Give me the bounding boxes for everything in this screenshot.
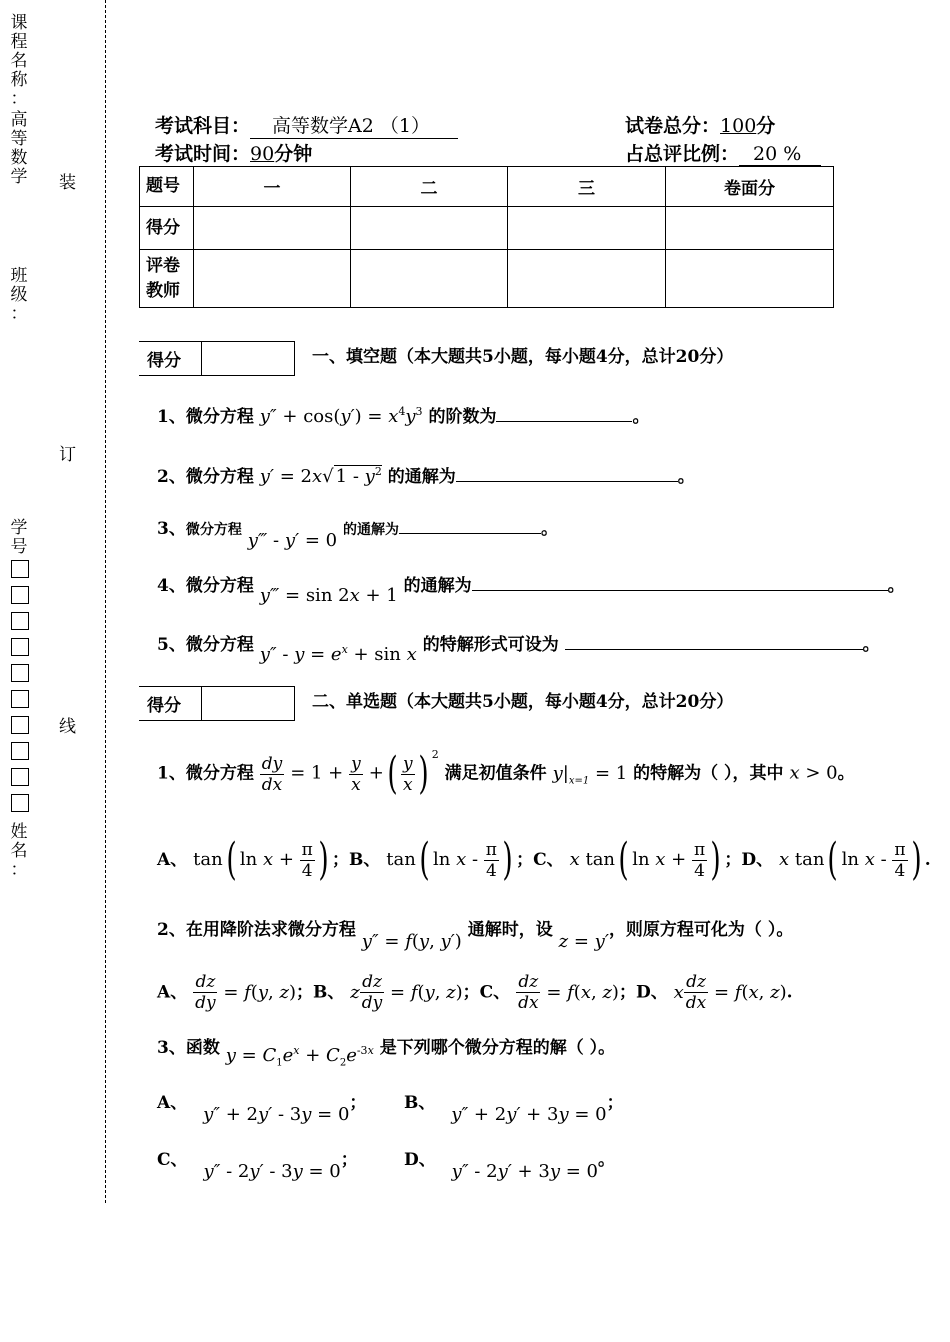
option-c[interactable]: x tan( ln x + $\frac{\pi}{4}$ ) — [569, 834, 721, 885]
s2-q3-option-a[interactable]: A、 y″ + 2y′ - 3y = 0； — [157, 1093, 367, 1125]
s2-q3-option-c[interactable]: C、 y″ - 2y′ - 3y = 0； — [157, 1150, 358, 1182]
time-value: 90 — [250, 143, 275, 165]
score-cell[interactable] — [666, 207, 834, 250]
s2-q3-option-d[interactable]: D、 y″ - 2y′ + 3y = 0。 — [404, 1150, 615, 1182]
section1-score-label: 得分 — [139, 342, 202, 375]
s2-question-2: 2、在用降阶法求微分方程 y″ = f(y, y′) 通解时，设 z = y′，则原方程可化为（ ）。 — [157, 920, 794, 952]
s1-question-1: 1、微分方程 $y'' + \cos(y') = x^4y^3$ 的阶数为 。 — [157, 405, 650, 427]
option-a-label: A、 — [157, 850, 188, 870]
equation: $y'' + \cos(y') = x^4y^3$ — [259, 405, 423, 427]
id-digit-box[interactable] — [11, 612, 29, 630]
equation: y′ = 2x√ $1 - y^2$ — [259, 465, 382, 487]
s1-question-4: 4、微分方程 y‴ = sin 2x + 1 的通解为 。 — [157, 571, 905, 596]
option-b[interactable]: z $\frac{dz}{dy}$ = f(y, z) — [350, 972, 463, 1013]
option-d-label: ；D、 — [724, 850, 774, 870]
option-a[interactable]: $\frac{dz}{dy}$ = f(y, z) — [195, 972, 296, 1013]
section2-score-label: 得分 — [139, 687, 202, 720]
equation: y‴ - y′ = 0 — [247, 530, 338, 551]
binding-char-ding: 订 — [59, 445, 76, 465]
s2-q1-options: A、 tan( ln x + $\frac{\pi}{4}$ ) ；B、 tan( ln x - $\frac{\pi}{4}$ ) ；C、 x tan( ln x + $\frac{\pi}{4}$ ) ；D、 x tan( ln x - $\frac{\pi}{4}$ ) . — [157, 834, 931, 885]
score-cell[interactable] — [194, 207, 351, 250]
answer-blank[interactable] — [472, 573, 888, 591]
equation: $y'' - y = e^x + \sin x$ — [259, 643, 417, 665]
option-c-label: ；C、 — [462, 982, 511, 1003]
id-digit-box[interactable] — [11, 638, 29, 656]
answer-blank[interactable] — [399, 516, 541, 534]
section1-title: 一、填空题（本大题共5小题，每小题4分，总计20分） — [312, 347, 734, 367]
table-header-cell: 卷面分 — [666, 167, 834, 207]
total-value: 100 — [720, 115, 757, 137]
score-cell[interactable] — [508, 207, 666, 250]
condition: x > 0 — [789, 762, 838, 784]
section1-score-input[interactable] — [202, 342, 294, 375]
equation: y″ = f(y, y′) — [361, 931, 462, 952]
s1-question-3: 3、微分方程 y‴ - y′ = 0 的通解为 。 — [157, 514, 558, 539]
s1-question-2: 2、微分方程 y′ = 2x√ $1 - y^2$ 的通解为 。 — [157, 465, 695, 487]
option-d-label: ；D、 — [618, 982, 668, 1003]
subject-value: 高等数学A2 （1） — [250, 111, 458, 139]
option-a-label: A、 — [157, 982, 188, 1003]
table-header-cell: 题号 — [140, 167, 194, 207]
id-digit-box[interactable] — [11, 690, 29, 708]
row-score-label: 得分 — [140, 207, 194, 250]
table-header-cell: 一 — [194, 167, 351, 207]
course-name-label: 课 程 名 称 ： — [10, 13, 28, 109]
class-label: 班 级 ： — [10, 266, 28, 324]
id-digit-box[interactable] — [11, 742, 29, 760]
name-label: 姓 名 ： — [10, 822, 28, 880]
s2-q2-options: A、 $\frac{dz}{dy}$ = f(y, z)；B、 z $\frac{dz}{dy}$ = f(y, z)；C、 $\frac{dz}{dx}$ = f(x, z)；D、 x $\frac{dz}{dx}$ = f(x, z). — [157, 972, 793, 1013]
id-digit-box[interactable] — [11, 586, 29, 604]
student-id-label: 学 号 — [10, 518, 28, 557]
table-header-cell: 二 — [351, 167, 508, 207]
exam-total-score: 试卷总分：100分 — [625, 115, 776, 137]
id-digit-box[interactable] — [11, 716, 29, 734]
option-d[interactable]: x tan( ln x - $\frac{\pi}{4}$ ) — [779, 834, 922, 885]
option-c-label: ；C、 — [516, 850, 564, 870]
section1-score-box — [139, 341, 295, 376]
binding-char-xian: 线 — [59, 717, 76, 737]
id-digit-box[interactable] — [11, 794, 29, 812]
s2-q3-option-b[interactable]: B、 y″ + 2y′ + 3y = 0； — [404, 1093, 624, 1125]
binding-char-zhuang: 装 — [59, 173, 76, 193]
score-cell[interactable] — [351, 207, 508, 250]
s2-question-3: 3、函数 $y = C_1e^x + C_2e^{-3x}$ 是下列哪个微分方程的解（ ）。 — [157, 1038, 616, 1069]
option-a[interactable]: tan( ln x + $\frac{\pi}{4}$ ) — [193, 834, 329, 885]
option-b[interactable]: tan( ln x - $\frac{\pi}{4}$ ) — [386, 834, 513, 885]
exam-ratio: 占总评比例： 20 % — [625, 139, 821, 166]
option-b-label: ；B、 — [296, 982, 345, 1003]
equation: = 1 + — [290, 762, 344, 784]
table-header-cell: 三 — [508, 167, 666, 207]
row-teacher-label: 评卷 教师 — [140, 250, 194, 308]
option-c[interactable]: $\frac{dz}{dx}$ = f(x, z) — [518, 972, 619, 1013]
initial-condition: $y|_{x=1} = 1$ — [552, 762, 628, 787]
section2-score-input[interactable] — [202, 687, 294, 720]
option-b-label: ；B、 — [331, 850, 381, 870]
id-digit-box[interactable] — [11, 768, 29, 786]
section2-title: 二、单选题（本大题共5小题，每小题4分，总计20分） — [312, 692, 734, 712]
s2-question-1: 1、微分方程 $\frac{dy}{dx}$ = 1 + $\frac{y}{x}$ +( $\frac{y}{x}$ ) $^2$ 满足初值条件 $y|_{x=1} = 1$ 的特解为（ ），其中 x > 0。 — [157, 747, 855, 799]
teacher-cell[interactable] — [666, 250, 834, 308]
s1-question-5: 5、微分方程 $y'' - y = e^x + \sin x$ 的特解形式可设为 。 — [157, 630, 880, 655]
teacher-cell[interactable] — [508, 250, 666, 308]
answer-blank[interactable] — [496, 404, 632, 422]
exam-subject: 考试科目： 高等数学A2 （1） — [155, 111, 458, 139]
student-id-boxes[interactable] — [11, 560, 31, 820]
ratio-value: 20 % — [739, 143, 821, 166]
course-name-value: 高 等 数 学 — [10, 110, 28, 187]
substitution: z = y′ — [558, 931, 609, 952]
section2-score-box — [139, 686, 295, 721]
equation: y‴ = sin 2x + 1 — [259, 585, 398, 606]
id-digit-box[interactable] — [11, 664, 29, 682]
id-digit-box[interactable] — [11, 560, 29, 578]
exam-time: 考试时间：90分钟 — [155, 143, 313, 165]
answer-blank[interactable] — [456, 464, 678, 482]
score-table — [139, 166, 834, 308]
teacher-cell[interactable] — [194, 250, 351, 308]
answer-blank[interactable] — [565, 632, 863, 650]
option-d[interactable]: x $\frac{dz}{dx}$ = f(x, z) — [673, 972, 787, 1013]
binding-cut-line — [105, 0, 106, 1203]
teacher-cell[interactable] — [351, 250, 508, 308]
equation: $y = C_1e^x + C_2e^{-3x}$ — [225, 1044, 374, 1069]
